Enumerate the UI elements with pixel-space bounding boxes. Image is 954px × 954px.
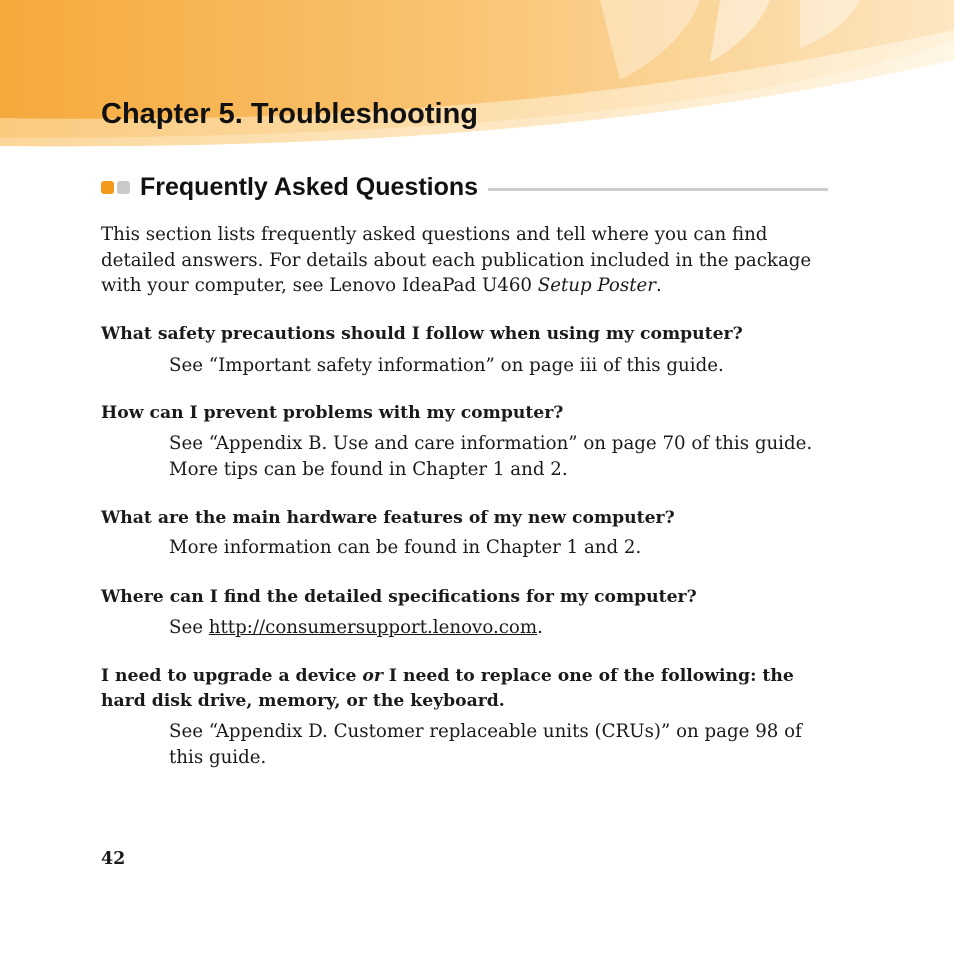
section-bullets [101,181,130,194]
intro-italic: Setup Poster [537,275,656,296]
intro-paragraph [101,222,836,299]
faq-question-1: What safety precautions should I follow when using my computer? [101,324,743,344]
faq-answer-3: More information can be found in Chapter 1 and 2. [169,537,642,558]
heading-rule [488,188,828,191]
faq-answer-4-suffix: . [537,617,543,638]
faq-question-2: How can I prevent problems with my computer? [101,403,564,423]
intro-end: . [655,275,662,296]
faq-question-4: Where can I find the detailed specifications for my computer? [101,587,697,607]
consumer-support-link[interactable]: http://consumersupport.lenovo.com [208,617,538,638]
section-title: Frequently Asked Questions [140,172,479,201]
chapter-title: Chapter 5. Troubleshooting [101,98,479,130]
faq-answer-1: See “Important safety information” on page iii of this guide. [169,355,724,376]
faq-answer-2: See “Appendix B. Use and care information” on page 70 of this guide. More tips can be found in Chapter 1 and 2. [169,433,813,480]
page-number: 42 [101,849,126,869]
section-heading [101,171,828,203]
faq-question-5-part1: I need to upgrade a device [101,666,363,686]
faq-question-3: What are the main hardware features of my new computer? [101,508,675,528]
faq-question-5-part2: I need to replace one of the following: the hard disk drive, memory, or the keyboard. [101,666,794,711]
faq-answer-4-prefix: See [169,617,209,638]
faq-question-5-italic: or [362,666,383,686]
intro-text: This section lists frequently asked questions and tell where you can find detailed answers. For details about each publication included in the package with your computer, see Lenovo IdeaPad U460 [101,224,812,296]
faq-answer-4 [169,615,829,641]
header-banner [0,0,954,160]
faq-answer-5: See “Appendix D. Customer replaceable units (CRUs)” on page 98 of this guide. [169,721,802,768]
faq-question-5 [101,664,831,713]
bullet-square-gray-icon [117,181,130,194]
bullet-square-orange-icon [101,181,114,194]
